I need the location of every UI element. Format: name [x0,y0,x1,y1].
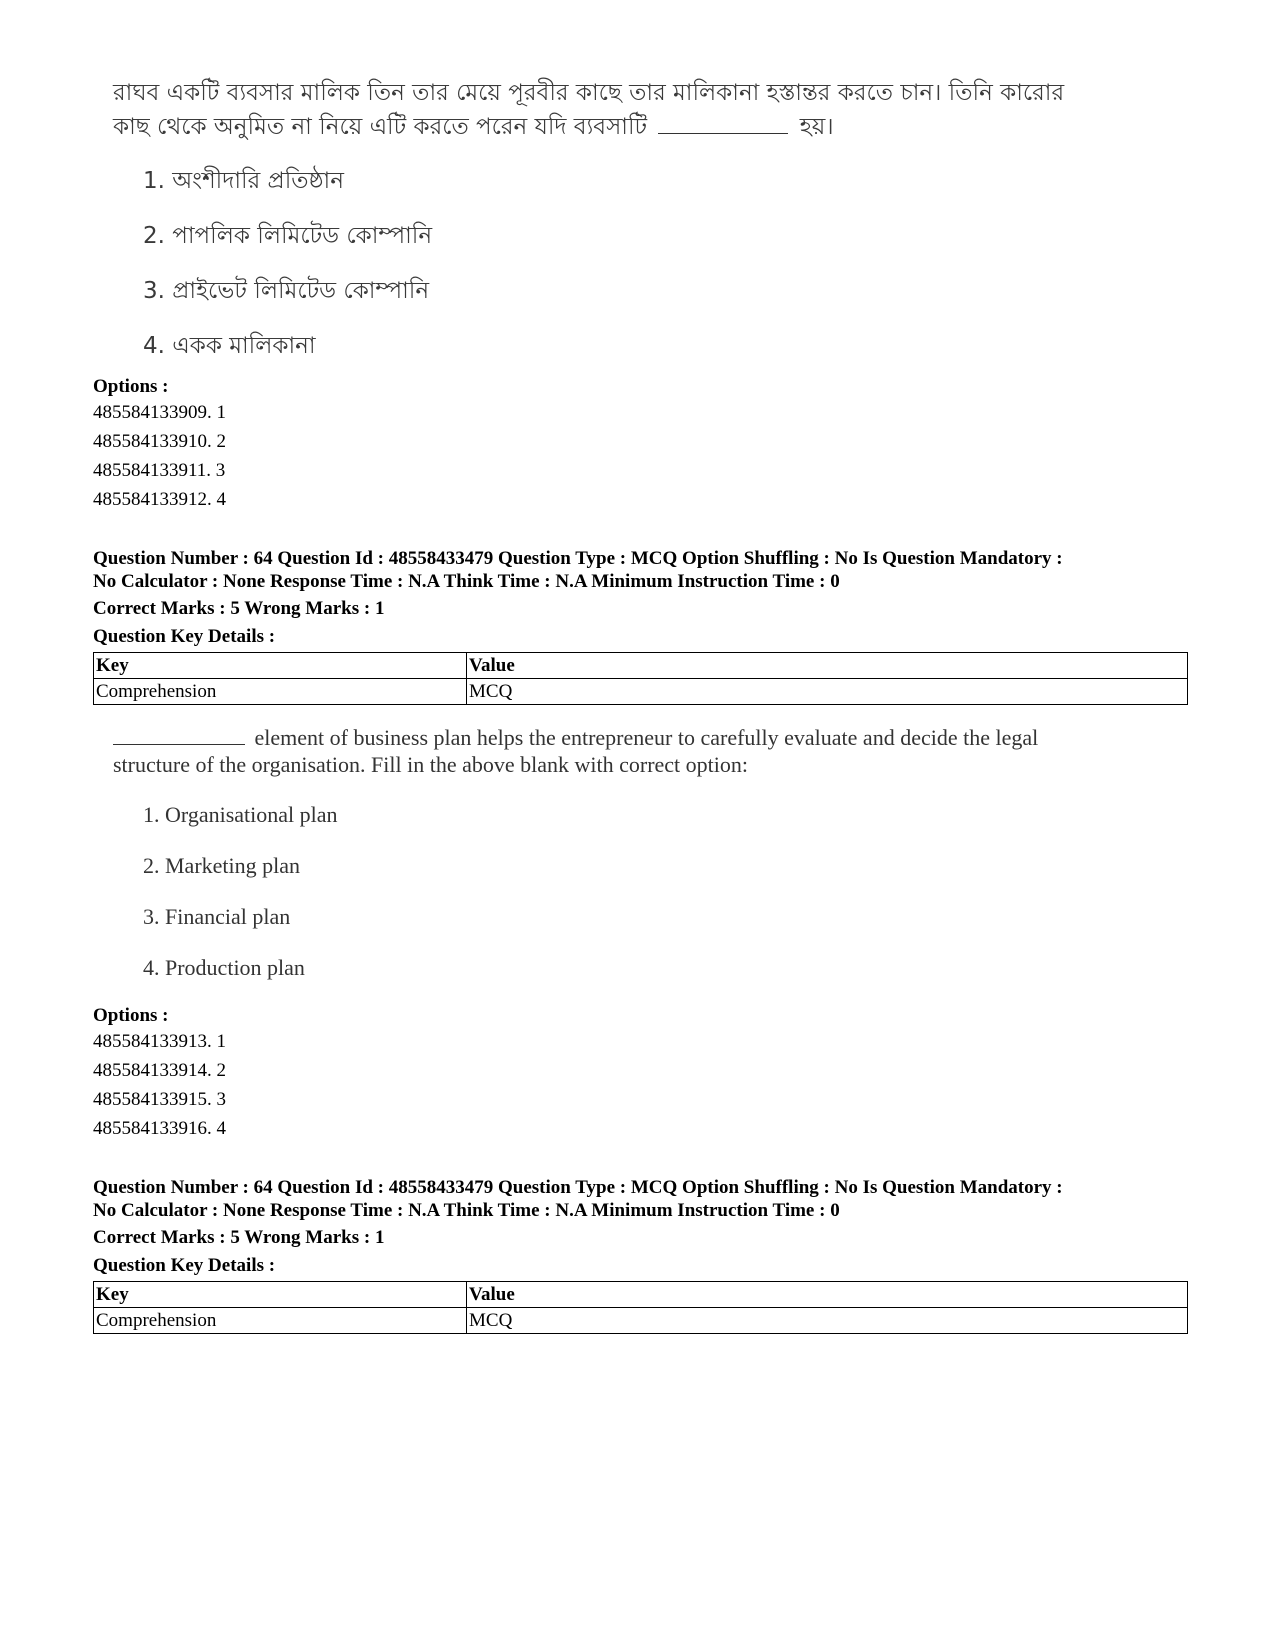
key-details-table [93,652,1188,705]
marks-line: Correct Marks : 5 Wrong Marks : 1 [93,598,385,619]
options-title: Options : [93,376,169,397]
table-header-row [94,653,1188,679]
header-key: Key [94,1282,467,1308]
meta-line-1: Question Number : 64 Question Id : 48558433479 Question Type : MCQ Option Shuffling : No Is Question Mandatory : [93,548,1063,569]
question-line-2-end: হয়। [799,114,834,140]
options-title: Options : [93,1005,169,1026]
question-meta [93,1176,1063,1222]
table-header-row [94,1282,1188,1308]
fill-blank [658,113,788,134]
choice-3: 3. Financial plan [143,904,291,929]
option-line: 485584133911. 3 [93,460,226,481]
cell-key: Comprehension [94,1308,467,1334]
key-details-table [93,1281,1188,1334]
question-text-bengali [113,76,1163,144]
cell-value: MCQ [467,1308,1188,1334]
choice-1: 1. Organisational plan [143,802,338,827]
header-value: Value [467,653,1188,679]
marks-line: Correct Marks : 5 Wrong Marks : 1 [93,1227,385,1248]
question-meta [93,547,1063,593]
cell-key: Comprehension [94,679,467,705]
options-list [93,1027,226,1143]
option-line: 485584133913. 1 [93,1031,226,1052]
meta-line-2: No Calculator : None Response Time : N.A Think Time : N.A Minimum Instruction Time : 0 [93,1200,840,1221]
cell-value: MCQ [467,679,1188,705]
choice-4: 4. একক মালিকানা [143,333,316,359]
question-line-2: structure of the organisation. Fill in the above blank with correct option: [113,752,749,777]
question-line-2-start: কাছ থেকে অনুমিত না নিয়ে এটি করতে পরেন যদি ব্যবসাটি [113,114,648,140]
option-line: 485584133916. 4 [93,1118,226,1139]
option-line: 485584133909. 1 [93,402,226,423]
option-line: 485584133915. 3 [93,1089,226,1110]
question-line-1-text: element of business plan helps the entrepreneur to carefully evaluate and decide the legal [254,725,1039,750]
option-line: 485584133914. 2 [93,1060,226,1081]
header-value: Value [467,1282,1188,1308]
options-list [93,398,226,514]
meta-line-2: No Calculator : None Response Time : N.A Think Time : N.A Minimum Instruction Time : 0 [93,571,840,592]
choice-4: 4. Production plan [143,955,305,980]
choice-3: 3. প্রাইভেট লিমিটেড কোম্পানি [143,278,430,304]
table-row [94,679,1188,705]
key-details-title: Question Key Details : [93,626,276,647]
key-details-title: Question Key Details : [93,1255,276,1276]
choice-2: 2. Marketing plan [143,853,301,878]
meta-line-1: Question Number : 64 Question Id : 48558433479 Question Type : MCQ Option Shuffling : No Is Question Mandatory : [93,1177,1063,1198]
fill-blank [113,724,245,745]
option-line: 485584133910. 2 [93,431,226,452]
question-line-1 [113,724,1163,751]
header-key: Key [94,653,467,679]
question-line-2 [113,110,1163,144]
question-line-1: রাঘব একটি ব্যবসার মালিক তিন তার মেয়ে পূরবীর কাছে তার মালিকানা হস্তান্তর করতে চান। তিনি কারোর [113,80,1065,106]
option-line: 485584133912. 4 [93,489,226,510]
choice-2: 2. পাপলিক লিমিটেড কোম্পানি [143,223,433,249]
choice-1: 1. অংশীদারি প্রতিষ্ঠান [143,168,344,194]
question-text-english [113,724,1163,778]
table-row [94,1308,1188,1334]
